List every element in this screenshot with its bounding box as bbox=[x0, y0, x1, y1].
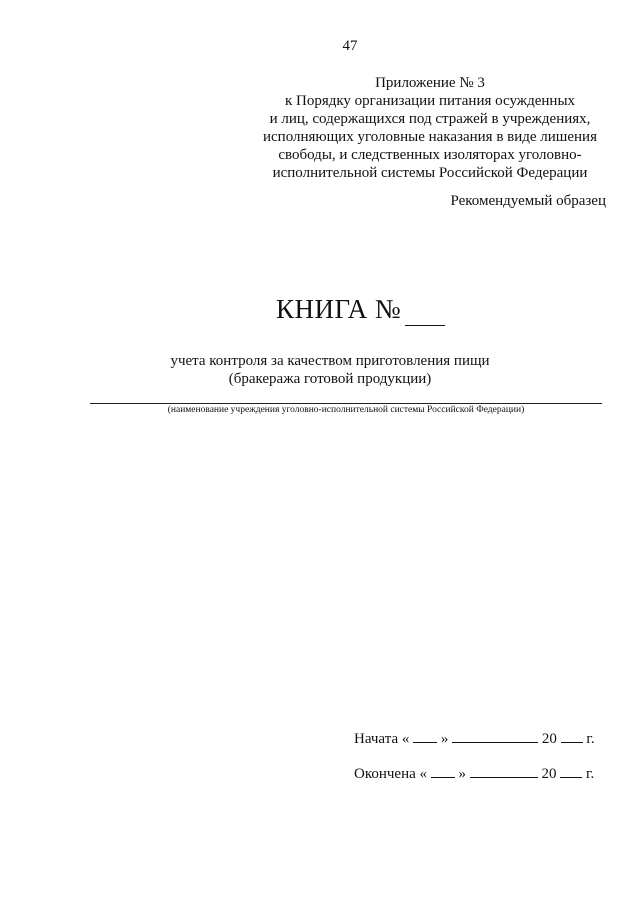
finished-day-blank[interactable] bbox=[431, 763, 455, 778]
book-number-blank[interactable] bbox=[405, 294, 445, 326]
finished-date-line bbox=[354, 763, 594, 783]
sample-label: Рекомендуемый образец bbox=[450, 193, 606, 209]
appendix-line: к Порядку организации питания осужденных bbox=[284, 93, 576, 109]
close-quote: » bbox=[458, 766, 467, 782]
subtitle-line: учета контроля за качеством приготовления пищи bbox=[170, 353, 490, 369]
book-subtitle bbox=[140, 352, 520, 388]
started-year-blank[interactable] bbox=[561, 728, 583, 743]
close-quote: » bbox=[440, 731, 449, 747]
year-suffix: г. bbox=[586, 731, 595, 747]
page-number: 47 bbox=[342, 38, 358, 54]
finished-label: Окончена « bbox=[354, 766, 428, 782]
appendix-line: свободы, и следственных изоляторах уголовно- bbox=[278, 147, 582, 163]
started-date-line bbox=[354, 728, 595, 748]
institution-caption: (наименование учреждения уголовно-исполнительной системы Российской Федерации) bbox=[167, 405, 525, 415]
appendix-line: исполняющих уголовные наказания в виде лишения bbox=[263, 129, 597, 145]
appendix-line: и лиц, содержащихся под стражей в учреждениях, bbox=[269, 111, 591, 127]
year-prefix: 20 bbox=[541, 766, 557, 782]
book-title bbox=[276, 294, 445, 326]
appendix-line: Приложение № 3 bbox=[375, 75, 485, 91]
book-title-text: КНИГА № bbox=[276, 294, 402, 324]
finished-month-blank[interactable] bbox=[470, 763, 538, 778]
started-day-blank[interactable] bbox=[413, 728, 437, 743]
subtitle-line: (бракеража готовой продукции) bbox=[228, 371, 432, 387]
finished-year-blank[interactable] bbox=[560, 763, 582, 778]
started-label: Начата « bbox=[354, 731, 410, 747]
year-suffix: г. bbox=[586, 766, 595, 782]
appendix-line: исполнительной системы Российской Федерации bbox=[272, 165, 588, 181]
started-month-blank[interactable] bbox=[452, 728, 538, 743]
appendix-header bbox=[250, 74, 610, 182]
institution-name-line[interactable] bbox=[90, 403, 602, 404]
year-prefix: 20 bbox=[541, 731, 557, 747]
